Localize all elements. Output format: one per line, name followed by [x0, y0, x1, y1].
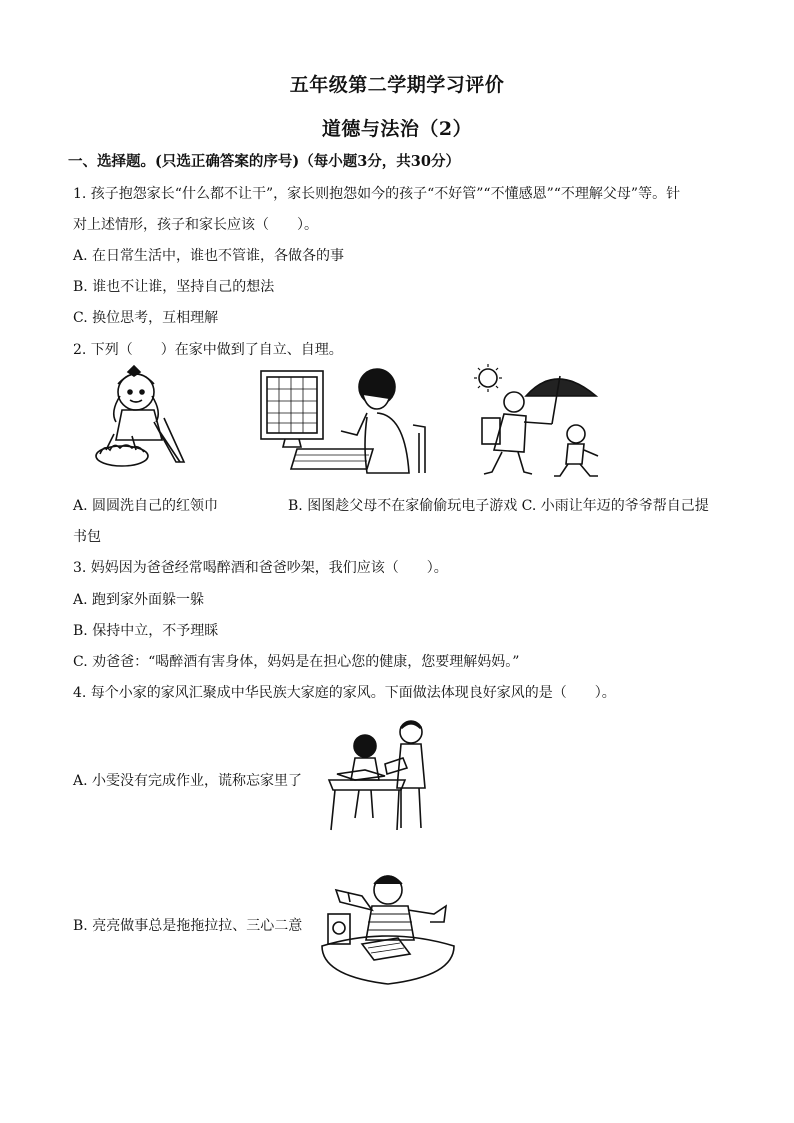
q3-option-c: C. 劝爸爸：“喝醉酒有害身体，妈妈是在担心您的健康，您要理解妈妈。” — [73, 654, 520, 670]
q1-option-c: C. 换位思考，互相理解 — [73, 310, 219, 326]
q1-stem-line1: 1. 孩子抱怨家长“什么都不让干”，家长则抱怨如今的孩子“不好管”“不懂感恩”“不理解父母”等。针 — [73, 186, 681, 202]
q4-option-a: A. 小雯没有完成作业，谎称忘家里了 — [73, 773, 303, 789]
q2-stem: 2. 下列（ ）在家中做到了自立、自理。 — [73, 342, 343, 358]
q1-option-b: B. 谁也不让谁，坚持自己的想法 — [73, 279, 275, 295]
page-title: 五年级第二学期学习评价 — [289, 74, 505, 96]
children-homework-illustration — [325, 718, 435, 840]
q3-option-b: B. 保持中立，不予理睬 — [73, 623, 219, 639]
grandpa-umbrella-illustration — [468, 362, 618, 484]
q2-option-b-c: B. 图图趁父母不在家偷偷玩电子游戏 C. 小雨让年迈的爷爷帮自己提 — [288, 498, 709, 514]
q3-option-a: A. 跑到家外面躲一躲 — [73, 592, 205, 608]
q1-option-a: A. 在日常生活中，谁也不管谁，各做各的事 — [73, 248, 345, 264]
page-subtitle: 道德与法治（2） — [321, 118, 473, 140]
section-heading: 一、选择题。(只选正确答案的序号)（每小题3分，共30分） — [68, 153, 460, 170]
q4-stem: 4. 每个小家的家风汇聚成中华民族大家庭的家风。下面做法体现良好家风的是（ ）。 — [73, 685, 616, 701]
q2-option-c-continued: 书包 — [73, 529, 101, 545]
q1-stem-line2: 对上述情形，孩子和家长应该（ ）。 — [73, 217, 318, 233]
q2-option-a: A. 圆圆洗自己的红领巾 — [73, 498, 219, 514]
girl-washing-illustration — [92, 362, 192, 474]
child-computer-illustration — [255, 365, 433, 477]
boy-reading-illustration — [318, 866, 458, 990]
q4-option-b: B. 亮亮做事总是拖拖拉拉、三心二意 — [73, 918, 303, 934]
q3-stem: 3. 妈妈因为爸爸经常喝醉酒和爸爸吵架，我们应该（ ）。 — [73, 560, 448, 576]
